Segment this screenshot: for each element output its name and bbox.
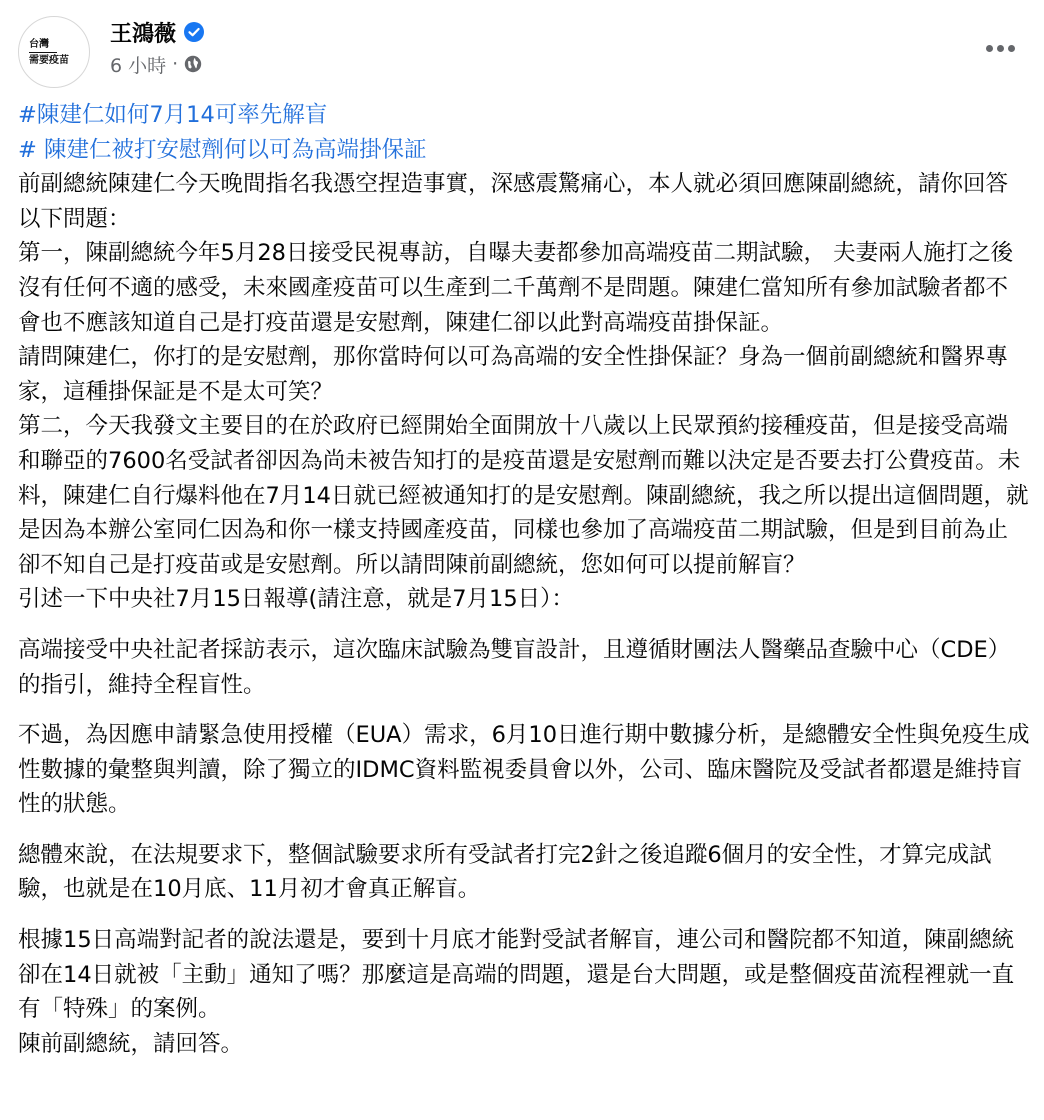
- verified-badge-icon: [184, 22, 204, 42]
- more-dot-icon: [986, 45, 993, 52]
- meta-separator: ·: [172, 53, 179, 75]
- quote-paragraph: 不過，為因應申請緊急使用授權（EUA）需求，6月10日進行期中數據分析，是總體安全性與免疫生成性數據的彙整與判讀，除了獨立的IDMC資料監視委員會以外，公司、臨床醫院及受試者都還是維持盲性的狀態。: [18, 722, 1030, 818]
- post-paragraph: 請問陳建仁，你打的是安慰劑，那你當時何以可為高端的安全性掛保証？身為一個前副總統和醫界專家，這種掛保証是不是太可笑？: [18, 344, 1009, 405]
- more-dot-icon: [1008, 45, 1015, 52]
- hashtag-link[interactable]: #陳建仁如何7月14可率先解盲: [18, 102, 328, 128]
- avatar-logo: [29, 37, 81, 69]
- post-paragraph: 前副總統陳建仁今天晚間指名我憑空捏造事實，深感震驚痛心，本人就必須回應陳副總統，請你回答以下問題：: [18, 171, 1009, 232]
- hashtag-link[interactable]: # 陳建仁被打安慰劑何以可為高端掛保証: [18, 136, 427, 163]
- more-options-button[interactable]: [980, 34, 1020, 62]
- paragraph-gap: [18, 822, 1030, 838]
- avatar-logo-line-2: 需要疫苗: [29, 55, 69, 66]
- more-dot-icon: [997, 45, 1004, 52]
- author-row: [110, 16, 204, 48]
- post-paragraph: 陳前副總統，請回答。: [18, 1030, 244, 1057]
- paragraph-gap: [18, 702, 1030, 718]
- quote-paragraph: 總體來說，在法規要求下，整個試驗要求所有受試者打完2針之後追蹤6個月的安全性，才算完成試驗，也就是在10月底、11月初才會真正解盲。: [18, 841, 992, 903]
- post-content: [18, 98, 1030, 1061]
- avatar-logo-line-1: 台灣: [29, 37, 57, 53]
- post-paragraph: 引述一下中央社7月15日報導(請注意，就是7月15日）：: [18, 586, 574, 613]
- post-header: [18, 14, 1044, 92]
- paragraph-gap: [18, 907, 1030, 923]
- post-paragraph: 第二，今天我發文主要目的在於政府已經開始全面開放十八歲以上民眾預約接種疫苗，但是接受高端和聯亞的7600名受試者卻因為尚未被告知打的是疫苗還是安慰劑而難以決定是否要去打公費疫苗。未料，陳建仁自行爆料他在7月14日就已經被通知打的是安慰劑。陳副總統，我之所以提出這個問題，就是因為本辦公室同仁因為和你一樣支持國產疫苗，同樣也參加了高端疫苗二期試驗，但是到目前為止卻不知自己是打疫苗或是安慰劑。所以請問陳前副總統，您如何可以提前解盲？: [18, 413, 1029, 578]
- post-meta: [110, 50, 202, 78]
- globe-icon[interactable]: [184, 55, 202, 73]
- post-timestamp[interactable]: 6 小時: [110, 54, 167, 77]
- post-paragraph: 第一，陳副總統今年5月28日接受民視專訪，自曝夫妻都參加高端疫苗二期試驗， 夫妻兩人施打之後沒有任何不適的感受，未來國產疫苗可以生產到二千萬劑不是問題。陳建仁當知所有參加試驗者都不會也不應該知道自己是打疫苗還是安慰劑，陳建仁卻以此對高端疫苗掛保証。: [18, 240, 1014, 336]
- avatar[interactable]: [18, 16, 90, 88]
- post-paragraph: 根據15日高端對記者的說法還是，要到十月底才能對受試者解盲，連公司和醫院都不知道，陳副總統卻在14日就被「主動」通知了嗎？那麼這是高端的問題，還是台大問題，或是整個疫苗流程裡就一直有「特殊」的案例。: [18, 927, 1015, 1023]
- quote-paragraph: 高端接受中央社記者採訪表示，這次臨床試驗為雙盲設計，且遵循財團法人醫藥品查驗中心（CDE）的指引，維持全程盲性。: [18, 636, 1011, 698]
- author-name[interactable]: 王鴻薇: [110, 21, 177, 47]
- paragraph-gap: [18, 617, 1030, 633]
